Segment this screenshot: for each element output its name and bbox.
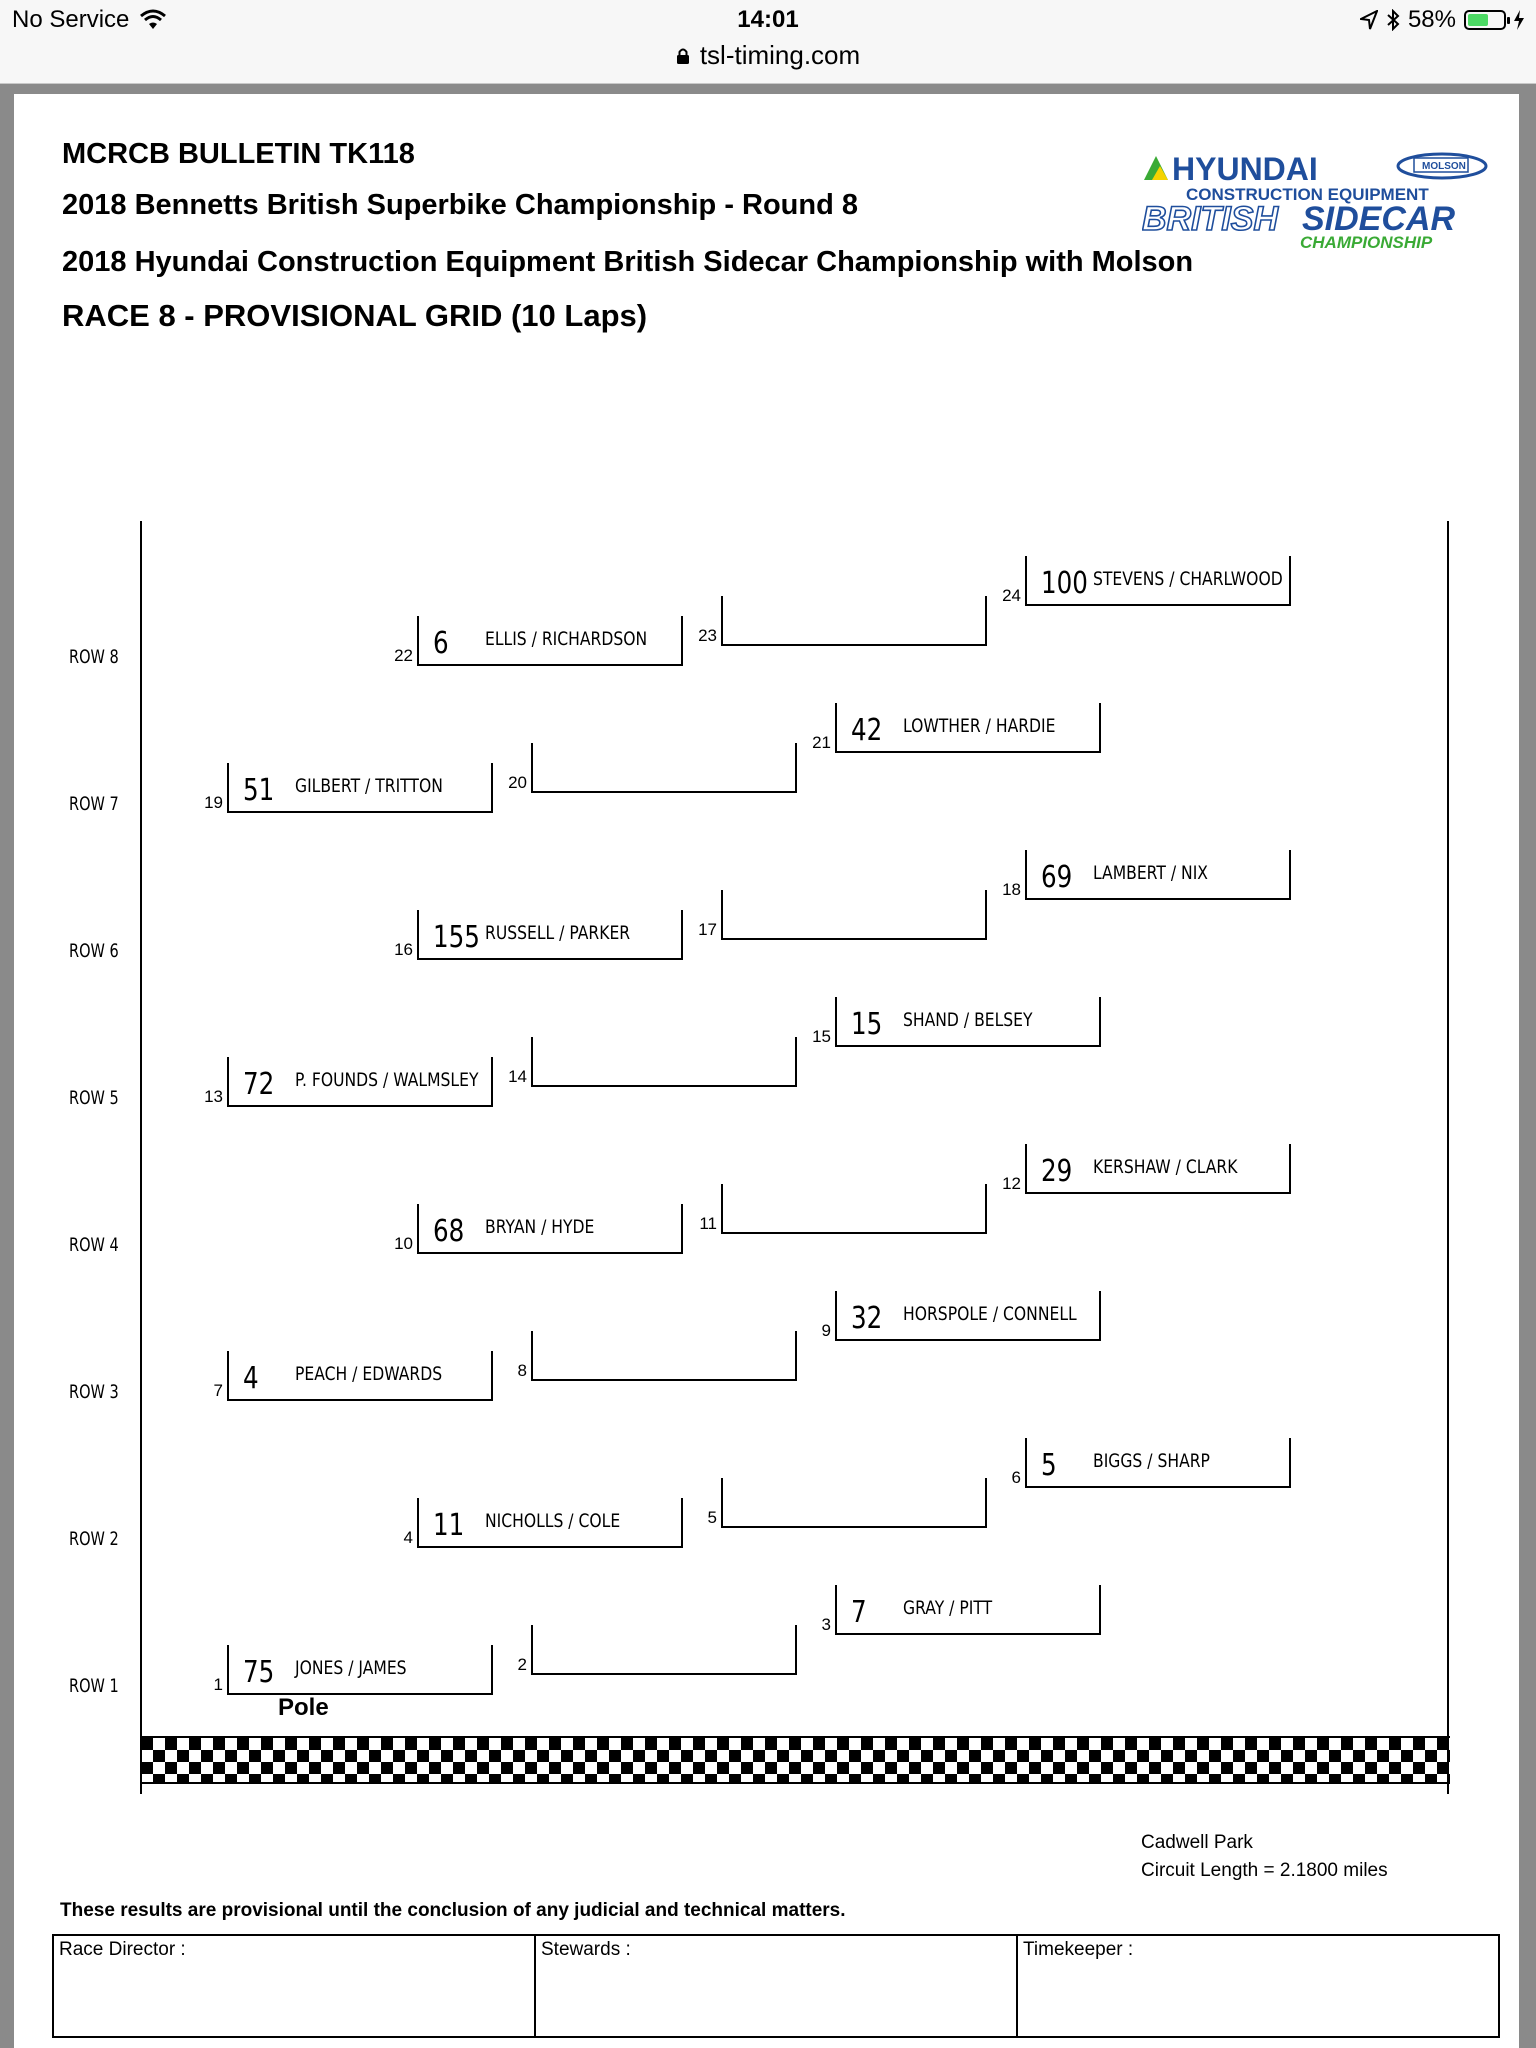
- grid-position: 10: [394, 1234, 413, 1253]
- browser-chrome: [0, 0, 1536, 84]
- car-number: 100: [1041, 566, 1088, 601]
- crew-names: STEVENS / CHARLWOOD: [1093, 568, 1283, 590]
- grid-position: 16: [394, 940, 413, 959]
- grid-slot: [1025, 1438, 1291, 1488]
- status-right: [1360, 6, 1524, 34]
- car-number: 6: [433, 626, 449, 661]
- grid-slot: [417, 1204, 683, 1254]
- circuit-name: Cadwell Park: [1141, 1832, 1253, 1853]
- grid-slot-empty: [721, 890, 987, 940]
- car-number: 51: [243, 773, 275, 808]
- grid-slot: [835, 703, 1101, 753]
- svg-text:SIDECAR: SIDECAR: [1302, 200, 1456, 238]
- crew-names: JONES / JAMES: [295, 1657, 407, 1679]
- grid-position: 19: [204, 793, 223, 812]
- grid-slot-empty: [531, 743, 797, 793]
- grid-position: 12: [1002, 1174, 1021, 1193]
- crew-names: LAMBERT / NIX: [1093, 862, 1208, 884]
- car-number: 29: [1041, 1154, 1073, 1189]
- crew-names: NICHOLLS / COLE: [485, 1510, 621, 1532]
- grid-slot-empty: [531, 1331, 797, 1381]
- circuit-length: Circuit Length = 2.1800 miles: [1141, 1860, 1388, 1881]
- championship-title: 2018 Bennetts British Superbike Championship - Round 8: [62, 189, 859, 221]
- crew-names: ELLIS / RICHARDSON: [485, 628, 648, 650]
- crew-names: P. FOUNDS / WALMSLEY: [295, 1069, 479, 1091]
- grid-position: 17: [698, 920, 717, 939]
- lock-icon: [676, 47, 690, 65]
- grid-position: 20: [508, 773, 527, 792]
- grid-slot: [227, 1645, 493, 1695]
- timekeeper-cell: Timekeeper :: [1023, 1939, 1134, 1960]
- car-number: 69: [1041, 860, 1073, 895]
- provisional-disclaimer: These results are provisional until the conclusion of any judicial and technical matters.: [60, 1900, 846, 1921]
- car-number: 11: [433, 1508, 465, 1543]
- car-number: 32: [851, 1301, 883, 1336]
- car-number: 75: [243, 1655, 275, 1690]
- stewards-cell: Stewards :: [536, 1936, 1018, 2036]
- grid-slot: [835, 1291, 1101, 1341]
- svg-text:CONSTRUCTION EQUIPMENT: CONSTRUCTION EQUIPMENT: [1186, 185, 1429, 204]
- grid-slot: [227, 763, 493, 813]
- battery-percent: 58%: [1407, 6, 1456, 33]
- svg-text:BRITISH: BRITISH: [1142, 200, 1278, 238]
- grid-slot: [227, 1351, 493, 1401]
- grid-right-rail: [1447, 521, 1449, 1794]
- grid-position: 21: [812, 733, 831, 752]
- grid-position: 3: [821, 1615, 831, 1634]
- document-page: [14, 94, 1519, 2048]
- championship-logo: [1142, 144, 1492, 254]
- car-number: 4: [243, 1361, 259, 1396]
- grid-position: 1: [213, 1675, 223, 1694]
- grid-position: 13: [204, 1087, 223, 1106]
- crew-names: HORSPOLE / CONNELL: [903, 1303, 1077, 1325]
- grid-slot: [1025, 850, 1291, 900]
- grid-position: 18: [1002, 880, 1021, 899]
- crew-names: GILBERT / TRITTON: [295, 775, 443, 797]
- grid-slot-empty: [531, 1037, 797, 1087]
- bluetooth-icon: [1386, 9, 1400, 31]
- clock: 14:01: [737, 6, 799, 33]
- row-label: ROW 6: [69, 940, 119, 962]
- car-number: 15: [851, 1007, 883, 1042]
- row-label: ROW 3: [69, 1381, 119, 1403]
- svg-text:CHAMPIONSHIP: CHAMPIONSHIP: [1300, 233, 1433, 252]
- grid-slot: [417, 1498, 683, 1548]
- charging-bolt-icon: [1514, 10, 1524, 30]
- pole-label: Pole: [278, 1694, 329, 1721]
- row-label: ROW 7: [69, 793, 119, 815]
- row-label: ROW 1: [69, 1675, 119, 1697]
- grid-position: 22: [394, 646, 413, 665]
- grid-slot: [417, 616, 683, 666]
- grid-slot: [227, 1057, 493, 1107]
- crew-names: PEACH / EDWARDS: [295, 1363, 443, 1385]
- grid-position: 2: [517, 1655, 527, 1674]
- sidecar-championship-title: 2018 Hyundai Construction Equipment British Sidecar Championship with Molson: [62, 246, 1194, 278]
- row-label: ROW 4: [69, 1234, 119, 1256]
- signature-table: [52, 1934, 1500, 2038]
- url-text: tsl-timing.com: [699, 40, 861, 70]
- crew-names: SHAND / BELSEY: [903, 1009, 1033, 1031]
- row-label: ROW 8: [69, 646, 119, 668]
- location-arrow-icon: [1360, 10, 1378, 30]
- grid-position: 23: [698, 626, 717, 645]
- grid-position: 6: [1011, 1468, 1021, 1487]
- crew-names: BRYAN / HYDE: [485, 1216, 595, 1238]
- grid-position: 8: [517, 1361, 527, 1380]
- battery-icon: [1464, 10, 1506, 30]
- car-number: 72: [243, 1067, 275, 1102]
- car-number: 5: [1041, 1448, 1057, 1483]
- grid-position: 5: [707, 1508, 717, 1527]
- row-label: ROW 2: [69, 1528, 119, 1550]
- grid-slot-empty: [721, 1184, 987, 1234]
- start-finish-checker: [141, 1736, 1450, 1784]
- svg-text:HYUNDAI: HYUNDAI: [1172, 151, 1318, 187]
- grid-position: 24: [1002, 586, 1021, 605]
- grid-left-rail: [140, 521, 142, 1794]
- car-number: 7: [851, 1595, 867, 1630]
- carrier-label: No Service: [12, 6, 130, 33]
- grid-slot: [835, 1585, 1101, 1635]
- grid-position: 4: [403, 1528, 413, 1547]
- crew-names: GRAY / PITT: [903, 1597, 993, 1619]
- grid-slot-empty: [721, 596, 987, 646]
- crew-names: RUSSELL / PARKER: [485, 922, 631, 944]
- grid-slot-empty: [721, 1478, 987, 1528]
- crew-names: LOWTHER / HARDIE: [903, 715, 1056, 737]
- grid-slot: [1025, 556, 1291, 606]
- car-number: 155: [433, 920, 480, 955]
- address-bar[interactable]: [0, 40, 1536, 71]
- bulletin-title: MCRCB BULLETIN TK118: [62, 138, 415, 170]
- car-number: 42: [851, 713, 883, 748]
- car-number: 68: [433, 1214, 465, 1249]
- grid-position: 7: [213, 1381, 223, 1400]
- svg-text:MOLSON: MOLSON: [1422, 161, 1466, 172]
- grid-slot: [1025, 1144, 1291, 1194]
- battery-level: [1468, 14, 1488, 26]
- grid-position: 14: [508, 1067, 527, 1086]
- grid-slot: [835, 997, 1101, 1047]
- race-director-cell: Race Director :: [54, 1936, 536, 2036]
- race-title: RACE 8 - PROVISIONAL GRID (10 Laps): [62, 298, 648, 333]
- grid-slot-empty: [531, 1625, 797, 1675]
- grid-position: 9: [821, 1321, 831, 1340]
- grid-slot: [417, 910, 683, 960]
- grid-position: 11: [699, 1214, 717, 1233]
- row-label: ROW 5: [69, 1087, 119, 1109]
- crew-names: KERSHAW / CLARK: [1093, 1156, 1238, 1178]
- crew-names: BIGGS / SHARP: [1093, 1450, 1210, 1472]
- grid-position: 15: [812, 1027, 831, 1046]
